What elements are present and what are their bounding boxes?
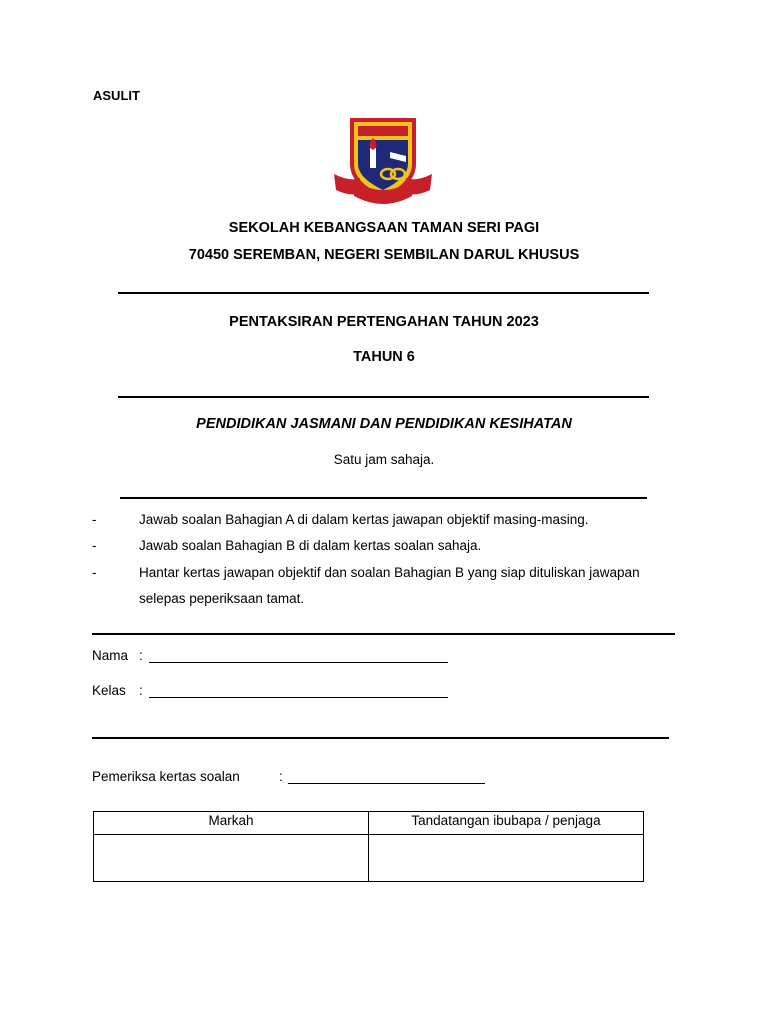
examiner-field[interactable]: [288, 783, 485, 784]
instruction-item: Jawab soalan Bahagian A di dalam kertas jawapan objektif masing-masing.: [139, 512, 589, 527]
table-header-signature: Tandatangan ibubapa / penjaga: [369, 812, 644, 835]
examiner-label: Pemeriksa kertas soalan: [92, 769, 240, 784]
class-separator: :: [139, 683, 143, 698]
instruction-bullet: -: [92, 565, 97, 580]
exam-year: TAHUN 6: [353, 349, 415, 365]
school-name: SEKOLAH KEBANGSAAN TAMAN SERI PAGI: [228, 220, 540, 236]
name-label: Nama: [92, 648, 129, 663]
instruction-item: Jawab soalan Bahagian B di dalam kertas soalan sahaja.: [139, 538, 482, 553]
instruction-item: Hantar kertas jawapan objektif dan soalan Bahagian B yang siap dituliskan jawapan: [139, 565, 640, 580]
marks-cell[interactable]: [94, 835, 369, 882]
school-crest-logo: [330, 112, 436, 206]
name-separator: :: [139, 648, 143, 663]
divider: [92, 633, 675, 635]
signature-cell[interactable]: [369, 835, 644, 882]
class-field[interactable]: [149, 697, 448, 698]
classification-label: ASULIT: [93, 88, 140, 103]
instruction-bullet: -: [92, 538, 97, 553]
exam-subject: PENDIDIKAN JASMANI DAN PENDIDIKAN KESIHATAN: [196, 416, 572, 432]
marks-table: [93, 811, 644, 882]
school-address: 70450 SEREMBAN, NEGERI SEMBILAN DARUL KHUSUS: [188, 247, 580, 263]
examiner-separator: :: [279, 769, 283, 784]
exam-title: PENTAKSIRAN PERTENGAHAN TAHUN 2023: [229, 314, 539, 330]
class-label: Kelas: [92, 683, 126, 698]
divider: [118, 396, 649, 398]
divider: [120, 497, 647, 499]
instruction-item-continuation: selepas peperiksaan tamat.: [139, 591, 305, 606]
name-field[interactable]: [149, 662, 448, 663]
exam-duration: Satu jam sahaja.: [333, 452, 435, 467]
divider: [92, 737, 669, 739]
instruction-bullet: -: [92, 512, 97, 527]
divider: [118, 292, 649, 294]
table-header-marks: Markah: [94, 812, 369, 835]
